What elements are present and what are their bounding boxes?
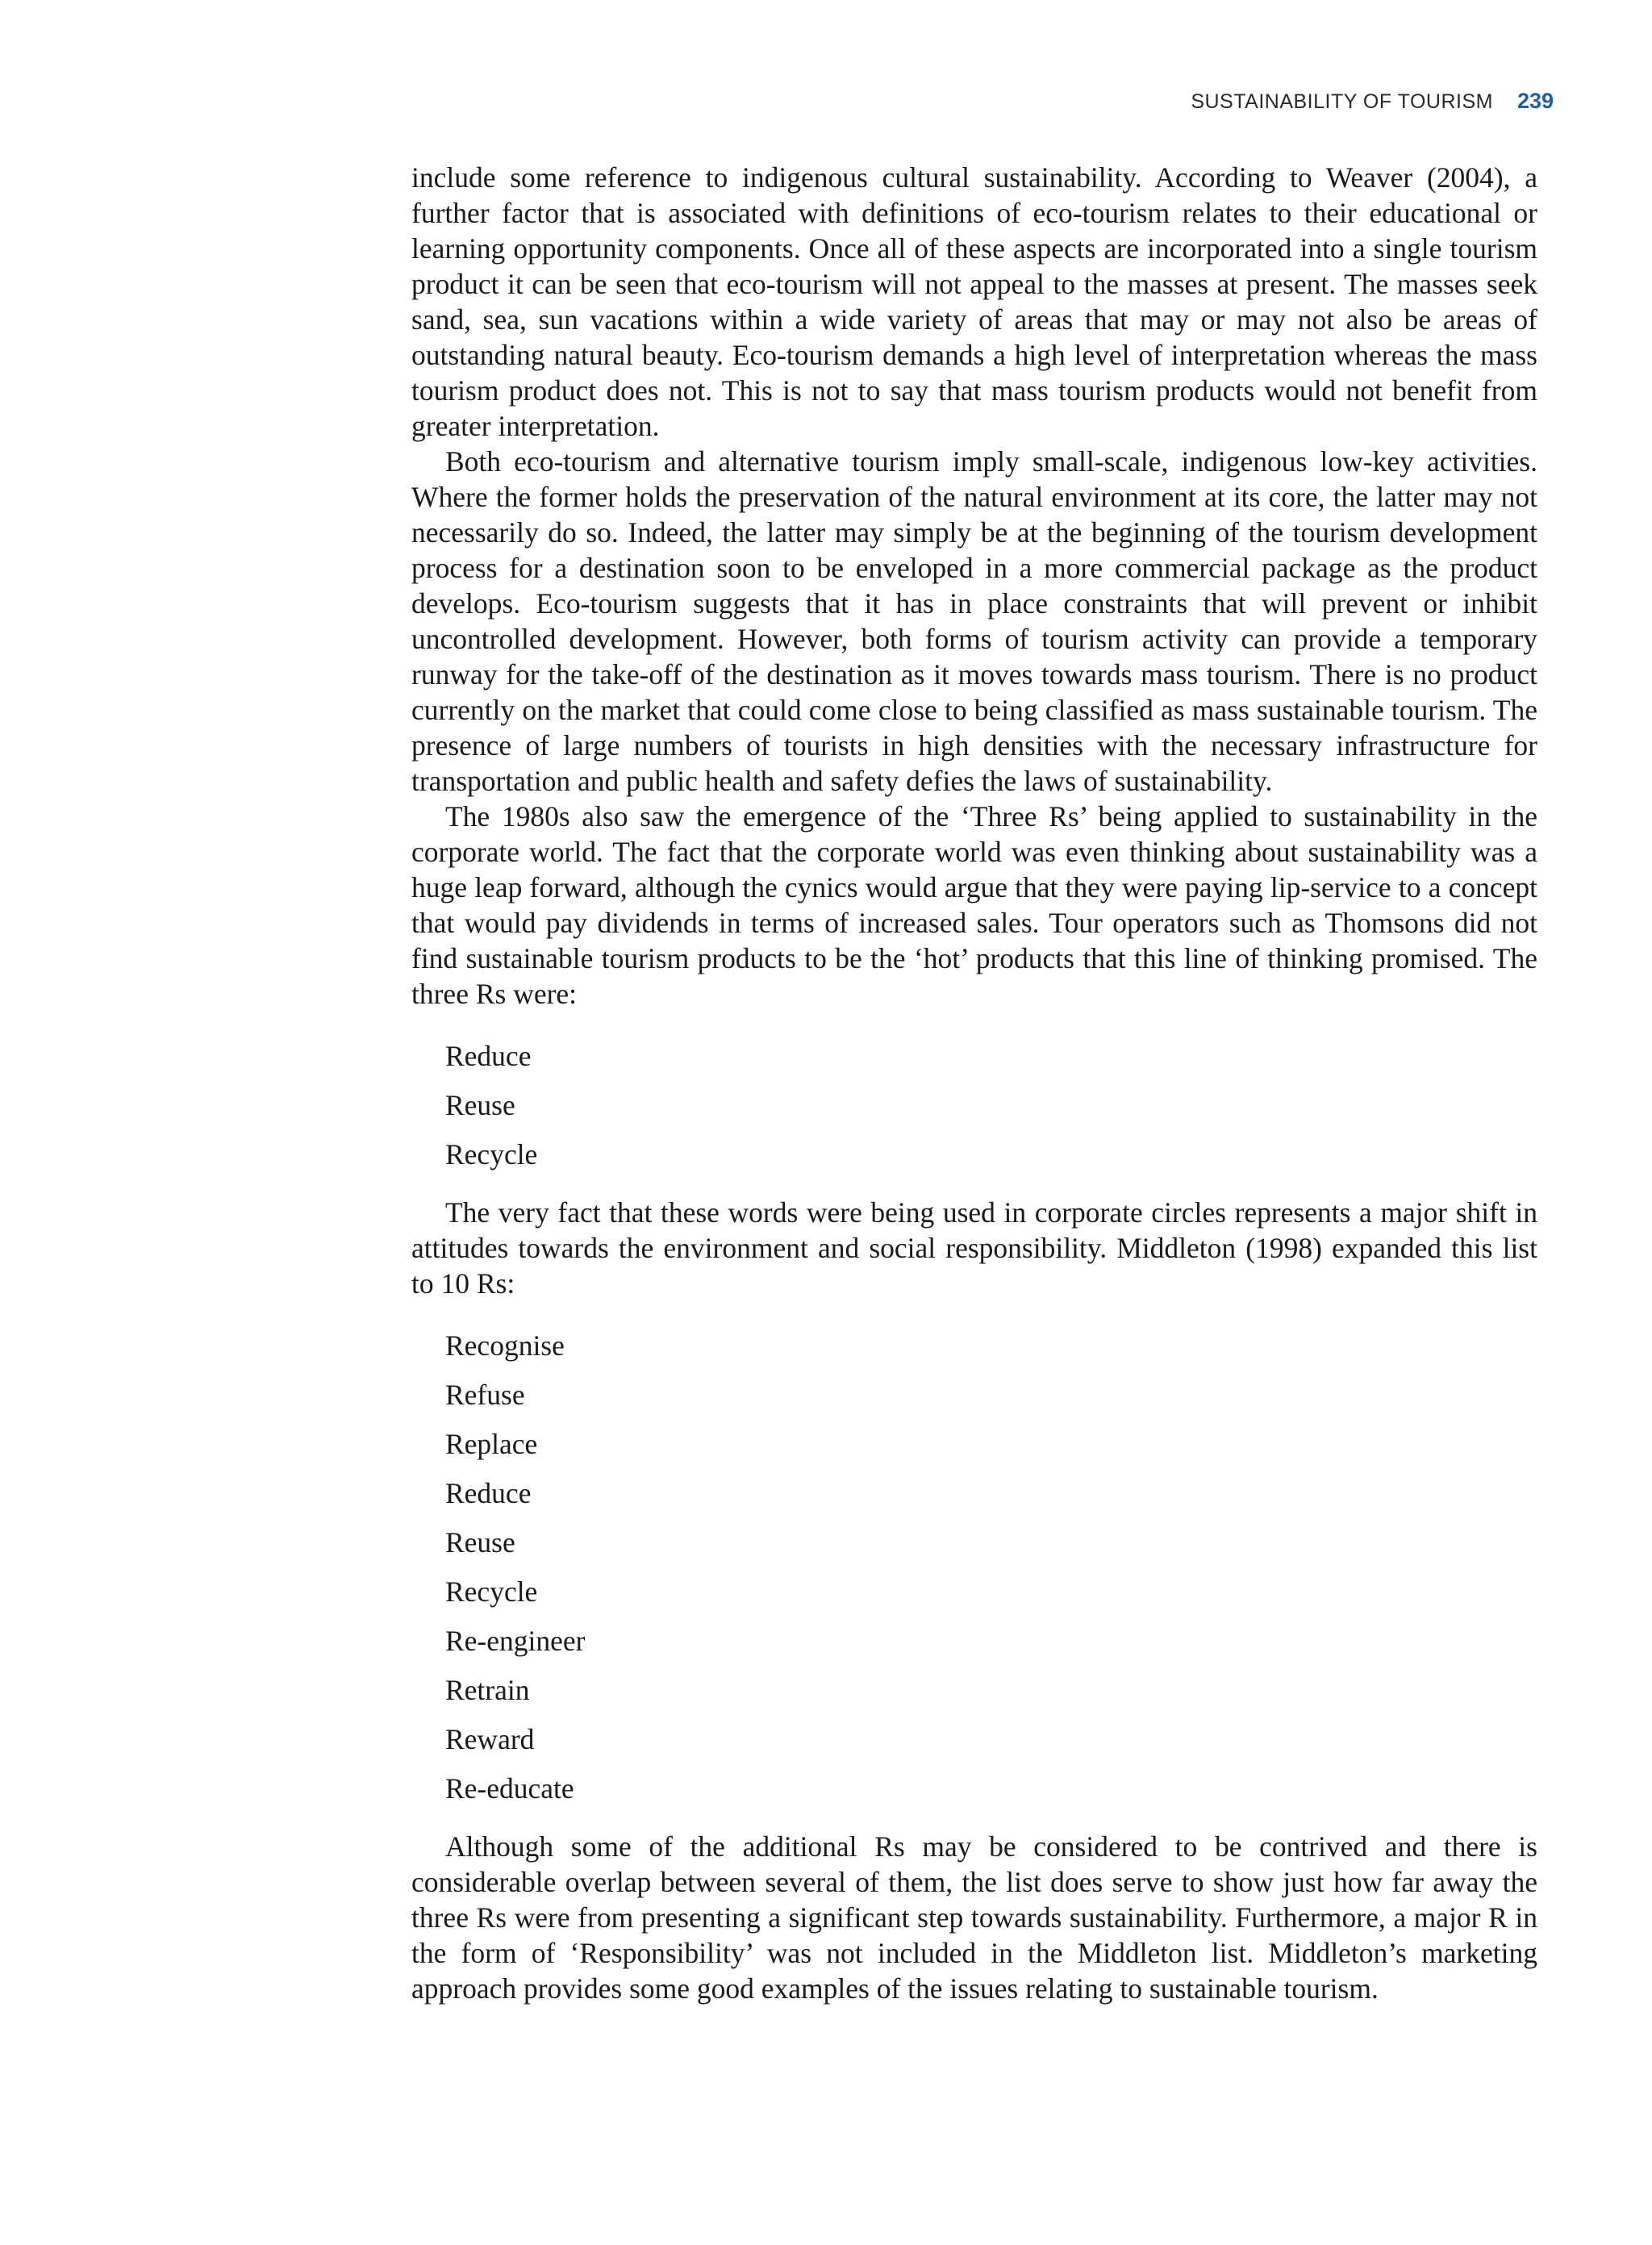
list-item: Reuse bbox=[445, 1526, 515, 1559]
list-item: Recycle bbox=[445, 1138, 538, 1170]
list-item: Re-educate bbox=[445, 1772, 574, 1805]
paragraph-3: The 1980s also saw the emergence of the ‘Three Rs’ being applied to sustainability in the corporate world. The fact that the corporate world was even thinking about sustainability was a huge leap forward, although the cynics would argue that they were paying lip-service to a concept that would pay dividends in terms of increased sales. Tour operators such as Thomsons did not find sustainable tourism products to be the ‘hot’ products that this line of thinking promised. The three Rs were: bbox=[411, 800, 1537, 1010]
ten-rs-list bbox=[411, 1321, 1537, 1813]
running-head bbox=[1191, 89, 1554, 114]
list-item: Re-engineer bbox=[445, 1625, 586, 1657]
list-item: Recognise bbox=[445, 1329, 565, 1362]
list-item: Retrain bbox=[445, 1674, 530, 1706]
list-item: Refuse bbox=[445, 1379, 525, 1411]
list-item: Reduce bbox=[445, 1477, 532, 1509]
paragraph-2: Both eco-tourism and alternative tourism imply small-scale, indigenous low-key activities. Where the former holds the preservation of the natural environment at its core, the latter may not necessarily do so. Indeed, the latter may simply be at the beginning of the tourism development process for a destination soon to be enveloped in a more commercial package as the product develops. Eco-tourism suggests that it has in place constraints that will prevent or inhibit uncontrolled development. However, both forms of tourism activity can provide a temporary runway for the take-off of the destination as it moves towards mass tourism. There is no product currently on the market that could come close to being classified as mass sustainable tourism. The presence of large numbers of tourists in high densities with the necessary infrastructure for transportation and public health and safety defies the laws of sustainability. bbox=[411, 445, 1537, 797]
list-item: Reward bbox=[445, 1723, 535, 1755]
list-item: Reuse bbox=[445, 1089, 515, 1121]
list-item: Reduce bbox=[445, 1040, 532, 1072]
body-text bbox=[411, 160, 1537, 2006]
paragraph-4: The very fact that these words were being used in corporate circles represents a major shift in attitudes towards the environment and social responsibility. Middleton (1998) expanded this list to 10 Rs: bbox=[411, 1196, 1537, 1300]
page-number: 239 bbox=[1516, 89, 1554, 113]
running-title: SUSTAINABILITY OF TOURISM bbox=[1191, 90, 1493, 113]
paragraph-1: include some reference to indigenous cultural sustainability. According to Weaver (2004), a further factor that is associated with definitions of eco-tourism relates to their educational or learning opportunity components. Once all of these aspects are incorporated into a single tourism product it can be seen that eco-tourism will not appeal to the masses at present. The masses seek sand, sea, sun vacations within a wide variety of areas that may or may not also be areas of outstanding natural beauty. Eco-tourism demands a high level of interpretation whereas the mass tourism product does not. This is not to say that mass tourism products would not benefit from greater interpretation. bbox=[411, 161, 1537, 442]
list-item: Replace bbox=[445, 1428, 538, 1460]
list-item: Recycle bbox=[445, 1575, 538, 1608]
three-rs-list bbox=[411, 1032, 1537, 1179]
paragraph-5: Although some of the additional Rs may be considered to be contrived and there is considerable overlap between several of them, the list does serve to show just how far away the three Rs were from presenting a significant step towards sustainability. Furthermore, a major R in the form of ‘Responsibility’ was not included in the Middleton list. Middleton’s marketing approach provides some good examples of the issues relating to sustainable tourism. bbox=[411, 1830, 1537, 2005]
